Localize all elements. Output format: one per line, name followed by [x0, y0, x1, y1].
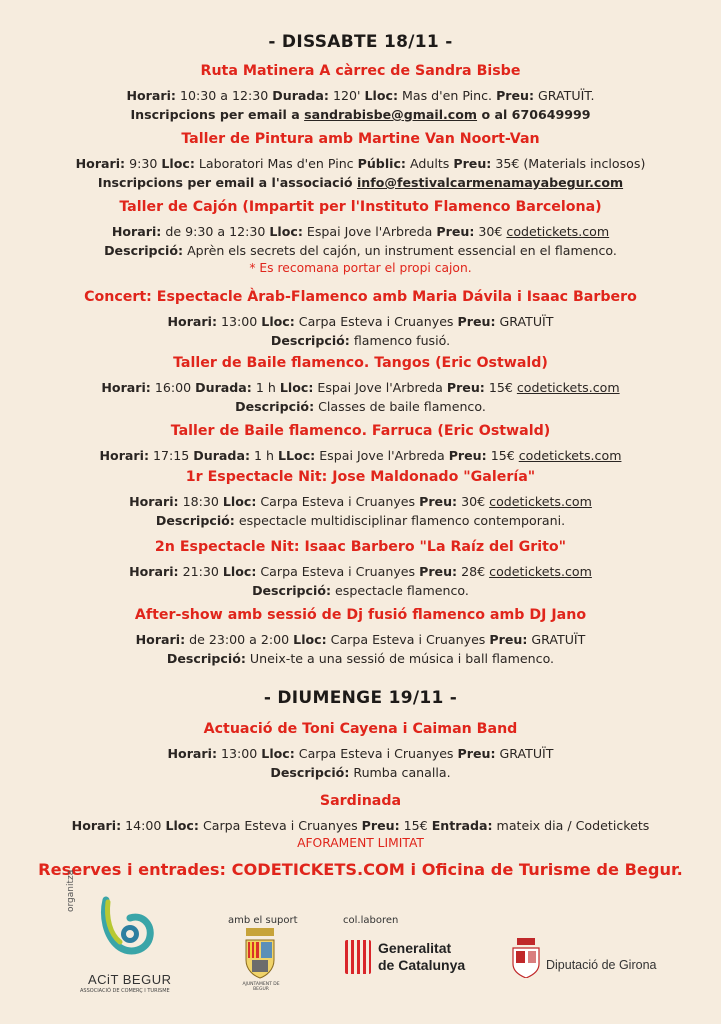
field-label: Preu: [448, 448, 487, 463]
field-label: Horari: [129, 494, 179, 509]
field-label: Descripció: [252, 583, 332, 598]
field-value: de 9:30 a 12:30 [161, 224, 270, 239]
ticket-link[interactable]: codetickets.com [489, 564, 592, 579]
field-label: Durada: [272, 88, 329, 103]
field-value: Carpa Esteva i Cruanyes [198, 818, 362, 833]
ticket-link[interactable]: codetickets.com [489, 494, 592, 509]
event-detail-line [0, 241, 721, 260]
field-label: Preu: [419, 494, 458, 509]
field-label: Horari: [135, 632, 186, 647]
field-label: Descripció: [270, 333, 350, 348]
field-label: Lloc: [261, 314, 295, 329]
event-note: * Es recomana portar el propi cajon. [249, 261, 472, 275]
field-label: Preu: [496, 88, 535, 103]
event-title: Taller de Cajón (Impartit per l'Instituto Flamenco Barcelona) [119, 199, 602, 215]
event-title: Taller de Baile flamenco. Farruca (Eric Ostwald) [170, 423, 551, 439]
field-value: GRATUÏT [495, 746, 554, 761]
field-label: Horari: [101, 380, 151, 395]
field-value: Carpa Esteva i Cruanyes [326, 632, 490, 647]
field-label: Inscripcions per email a [130, 107, 305, 122]
event-title: After-show amb sessió de Dj fusió flamenco amb DJ Jano [134, 607, 587, 623]
email-link[interactable]: info@festivalcarmenamayabegur.com [356, 175, 624, 190]
event-title: 1r Espectacle Nit: Jose Maldonado "Galería" [185, 469, 536, 485]
event-title: Sardinada [319, 793, 402, 809]
field-value: 13:00 [216, 746, 262, 761]
field-value: 35€ (Materials inclosos) [491, 156, 646, 171]
event-detail-line [0, 331, 721, 350]
field-label: Públic: [357, 156, 406, 171]
event-detail-line [0, 763, 721, 782]
field-label: Lloc: [279, 380, 314, 395]
field-value: 120' [328, 88, 365, 103]
event-detail-line [0, 511, 721, 530]
diputacio-text: Diputació de Girona [546, 958, 657, 972]
field-label: Horari: [111, 224, 162, 239]
event-note: AFORAMENT LIMITAT [297, 836, 424, 850]
event-detail-line [0, 492, 721, 511]
event-block [0, 536, 721, 600]
ticket-link[interactable]: codetickets.com [506, 224, 610, 239]
field-label: Descripció: [270, 765, 350, 780]
field-label: Durada: [195, 380, 252, 395]
event-title: Concert: Espectacle Àrab-Flamenco amb Maria Dávila i Isaac Barbero [84, 289, 637, 305]
field-label: Lloc: [261, 746, 295, 761]
event-detail-line [0, 562, 721, 581]
day2-title: - DIUMENGE 19/11 - [263, 688, 458, 708]
field-value: 21:30 [178, 564, 223, 579]
event-block [0, 790, 721, 852]
field-label: Descripció: [166, 651, 246, 666]
field-value: Aprèn els secrets del cajón, un instrument essencial en el flamenco. [183, 243, 617, 258]
ajuntament-shield-icon [240, 926, 280, 982]
field-label: Lloc: [222, 564, 257, 579]
day1-title: - DISSABTE 18/11 - [268, 32, 453, 52]
field-label: Inscripcions per email a l'associació [97, 175, 357, 190]
field-label: Horari: [167, 746, 217, 761]
event-detail-line [0, 86, 721, 105]
field-value: Carpa Esteva i Cruanyes [294, 314, 458, 329]
event-detail-line [0, 581, 721, 600]
event-detail-line [0, 630, 721, 649]
field-value: Carpa Esteva i Cruanyes [256, 564, 420, 579]
field-value: Uneix-te a una sessió de música i ball flamenco. [245, 651, 555, 666]
field-value: 13:00 [216, 314, 262, 329]
field-value: 10:30 a 12:30 [175, 88, 273, 103]
event-detail-line [0, 378, 721, 397]
field-label: Horari: [167, 314, 217, 329]
field-label: Lloc: [161, 156, 195, 171]
field-label: Horari: [75, 156, 126, 171]
event-title: Taller de Pintura amb Martine Van Noort-Van [181, 131, 540, 147]
field-label: Horari: [126, 88, 176, 103]
field-label: o al 670649999 [477, 107, 591, 122]
field-value: Classes de baile flamenco. [314, 399, 486, 414]
field-value: Carpa Esteva i Cruanyes [294, 746, 458, 761]
field-label: Preu: [457, 746, 496, 761]
event-block [0, 604, 721, 668]
event-title: 2n Espectacle Nit: Isaac Barbero "La Raíz del Grito" [154, 539, 567, 555]
field-value: flamenco fusió. [349, 333, 451, 348]
event-detail-line [0, 816, 721, 835]
field-label: Horari: [129, 564, 179, 579]
event-block [0, 466, 721, 530]
field-value: 1 h [251, 380, 280, 395]
field-value: Espai Jove l'Arbreda [313, 380, 447, 395]
event-detail-line [0, 744, 721, 763]
field-label: Descripció: [104, 243, 184, 258]
field-value: GRATUÏT [527, 632, 586, 647]
field-label: Lloc: [364, 88, 398, 103]
field-value: 15€ [486, 448, 519, 463]
event-detail-line [0, 446, 721, 465]
field-value: GRATUÏT. [534, 88, 595, 103]
field-value: espectacle flamenco. [331, 583, 469, 598]
day2-section [0, 688, 721, 708]
event-title: Actuació de Toni Cayena i Caiman Band [203, 721, 518, 737]
field-label: Horari: [71, 818, 122, 833]
field-value: 17:15 [148, 448, 194, 463]
field-label: Preu: [446, 380, 485, 395]
field-value: espectacle multidisciplinar flamenco contemporani. [234, 513, 566, 528]
generalitat-line1: Generalitat [378, 940, 452, 956]
field-value: 15€ [484, 380, 517, 395]
generalitat-line2: de Catalunya [378, 957, 466, 973]
field-label: Preu: [361, 818, 400, 833]
event-block [0, 196, 721, 277]
field-label: Lloc: [222, 494, 257, 509]
field-label: Descripció: [155, 513, 235, 528]
field-value: Rumba canalla. [349, 765, 451, 780]
field-label: Descripció: [235, 399, 315, 414]
event-block [0, 286, 721, 350]
organitza-label: organitza [66, 869, 76, 912]
field-value: Laboratori Mas d'en Pinc [194, 156, 358, 171]
field-value: 30€ [457, 494, 490, 509]
field-value: 30€ [474, 224, 507, 239]
event-block [0, 60, 721, 124]
event-block [0, 718, 721, 782]
field-value: Espai Jove l'Arbreda [302, 224, 437, 239]
field-label: Preu: [419, 564, 458, 579]
acit-subtitle: ASSOCIACIÓ DE COMERÇ I TURISME [80, 988, 170, 994]
event-detail-line [0, 649, 721, 668]
event-block [0, 128, 721, 192]
field-label: Entrada: [431, 818, 493, 833]
email-link[interactable]: sandrabisbe@gmail.com [304, 107, 478, 122]
field-value: Adults [405, 156, 454, 171]
event-detail-line [0, 154, 721, 173]
field-label: Preu: [489, 632, 528, 647]
field-label: Preu: [457, 314, 496, 329]
diputacio-shield-icon [511, 938, 541, 978]
field-value: GRATUÏT [495, 314, 554, 329]
event-block [0, 352, 721, 416]
field-label: Lloc: [165, 818, 199, 833]
field-label: LLoc: [278, 448, 316, 463]
field-value: 16:00 [150, 380, 196, 395]
field-value: 9:30 [125, 156, 162, 171]
field-label: Preu: [453, 156, 492, 171]
field-value: Mas d'en Pinc. [397, 88, 497, 103]
event-detail-line [0, 105, 721, 124]
field-label: Durada: [193, 448, 250, 463]
ajuntament-label: AJUNTAMENT DE BEGUR [242, 982, 280, 992]
event-detail-line [0, 312, 721, 331]
collaboren-label: col.laboren [343, 915, 399, 926]
field-label: Lloc: [293, 632, 327, 647]
event-title: Taller de Baile flamenco. Tangos (Eric Ostwald) [173, 355, 548, 371]
event-block [0, 420, 721, 465]
ticket-link[interactable]: codetickets.com [518, 448, 622, 463]
event-detail-line [0, 173, 721, 192]
field-value: mateix dia / Codetickets [492, 818, 650, 833]
event-detail-line [0, 222, 721, 241]
field-value: 15€ [399, 818, 432, 833]
field-label: Horari: [99, 448, 149, 463]
field-value: 18:30 [178, 494, 223, 509]
field-value: de 23:00 a 2:00 [185, 632, 294, 647]
field-value: 1 h [249, 448, 278, 463]
event-detail-line [0, 397, 721, 416]
acit-begur-logo-icon [84, 896, 164, 974]
field-label: Lloc: [269, 224, 303, 239]
field-value: Carpa Esteva i Cruanyes [256, 494, 420, 509]
suport-label: amb el suport [228, 915, 298, 926]
acit-name: ACiT BEGUR [88, 972, 172, 987]
event-title: Ruta Matinera A càrrec de Sandra Bisbe [200, 63, 521, 79]
field-value: 14:00 [121, 818, 166, 833]
generalitat-flag-icon [345, 940, 371, 974]
generalitat-text [378, 940, 465, 974]
field-value: 28€ [457, 564, 490, 579]
field-value: Espai Jove l'Arbreda [315, 448, 449, 463]
day1-section [0, 32, 721, 52]
ticket-link[interactable]: codetickets.com [516, 380, 620, 395]
field-label: Preu: [436, 224, 475, 239]
reserves-line: Reserves i entrades: CODETICKETS.COM i Oficina de Turisme de Begur. [38, 860, 683, 879]
